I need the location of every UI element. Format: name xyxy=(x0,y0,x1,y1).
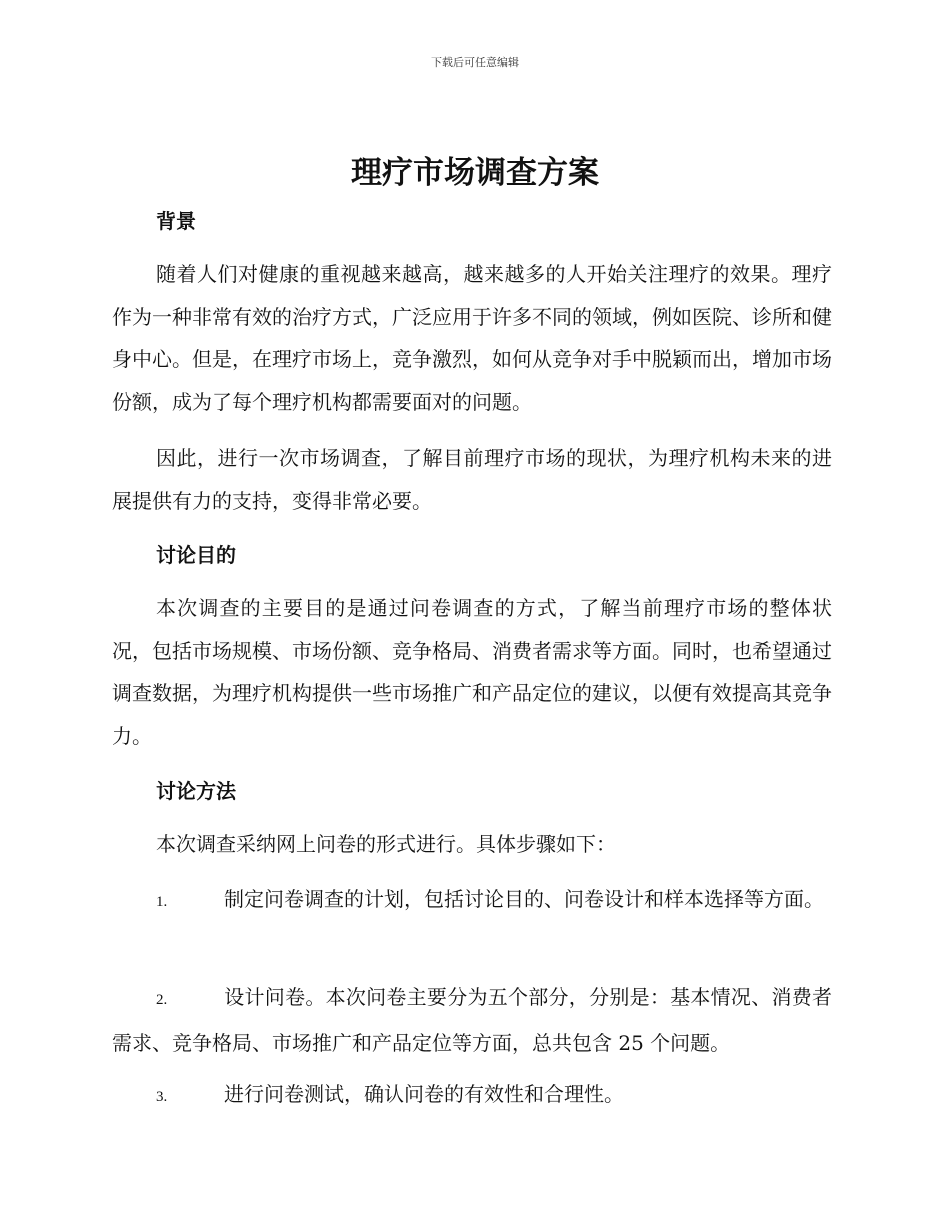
page-header-note: 下载后可任意编辑 xyxy=(431,56,519,69)
background-paragraph-1: 随着人们对健康的重视越来越高，越来越多的人开始关注理疗的效果。理疗作为一种非常有效的治疗方式，广泛应用于许多不同的领域，例如医院、诊所和健身中心。但是，在理疗市场上，竞争激烈，如何从竞争对手中脱颖而出，增加市场份额，成为了每个理疗机构都需要面对的问题。 xyxy=(112,262,832,414)
section-heading-background: 背景 xyxy=(156,209,196,233)
purpose-paragraph-1: 本次调查的主要目的是通过问卷调查的方式，了解当前理疗市场的整体状况，包括市场规模、市场份额、竞争格局、消费者需求等方面。同时，也希望通过调查数据，为理疗机构提供一些市场推广和产品定位的建议，以便有效提高其竞争力。 xyxy=(112,596,832,748)
method-step-3 xyxy=(112,1073,832,1119)
section-heading-purpose: 讨论目的 xyxy=(156,543,236,567)
background-paragraph-2: 因此，进行一次市场调查，了解目前理疗市场的现状，为理疗机构未来的进展提供有力的支持，变得非常必要。 xyxy=(112,446,832,513)
section-heading-method: 讨论方法 xyxy=(156,779,236,803)
method-step-1 xyxy=(112,878,832,924)
step-number: 1. xyxy=(156,894,168,910)
step-number: 2. xyxy=(156,992,168,1008)
step-text: 进行问卷测试，确认问卷的有效性和合理性。 xyxy=(224,1082,624,1106)
step-text: 设计问卷。本次问卷主要分为五个部分，分别是：基本情况、消费者需求、竞争格局、市场推广和产品定位等方面，总共包含 25 个问题。 xyxy=(112,985,832,1055)
step-number: 3. xyxy=(156,1089,168,1105)
method-intro: 本次调查采纳网上问卷的形式进行。具体步骤如下： xyxy=(156,832,616,856)
document-title: 理疗市场调查方案 xyxy=(351,155,599,191)
step-text: 制定问卷调查的计划，包括讨论目的、问卷设计和样本选择等方面。 xyxy=(224,887,824,911)
method-step-2 xyxy=(112,976,832,1064)
